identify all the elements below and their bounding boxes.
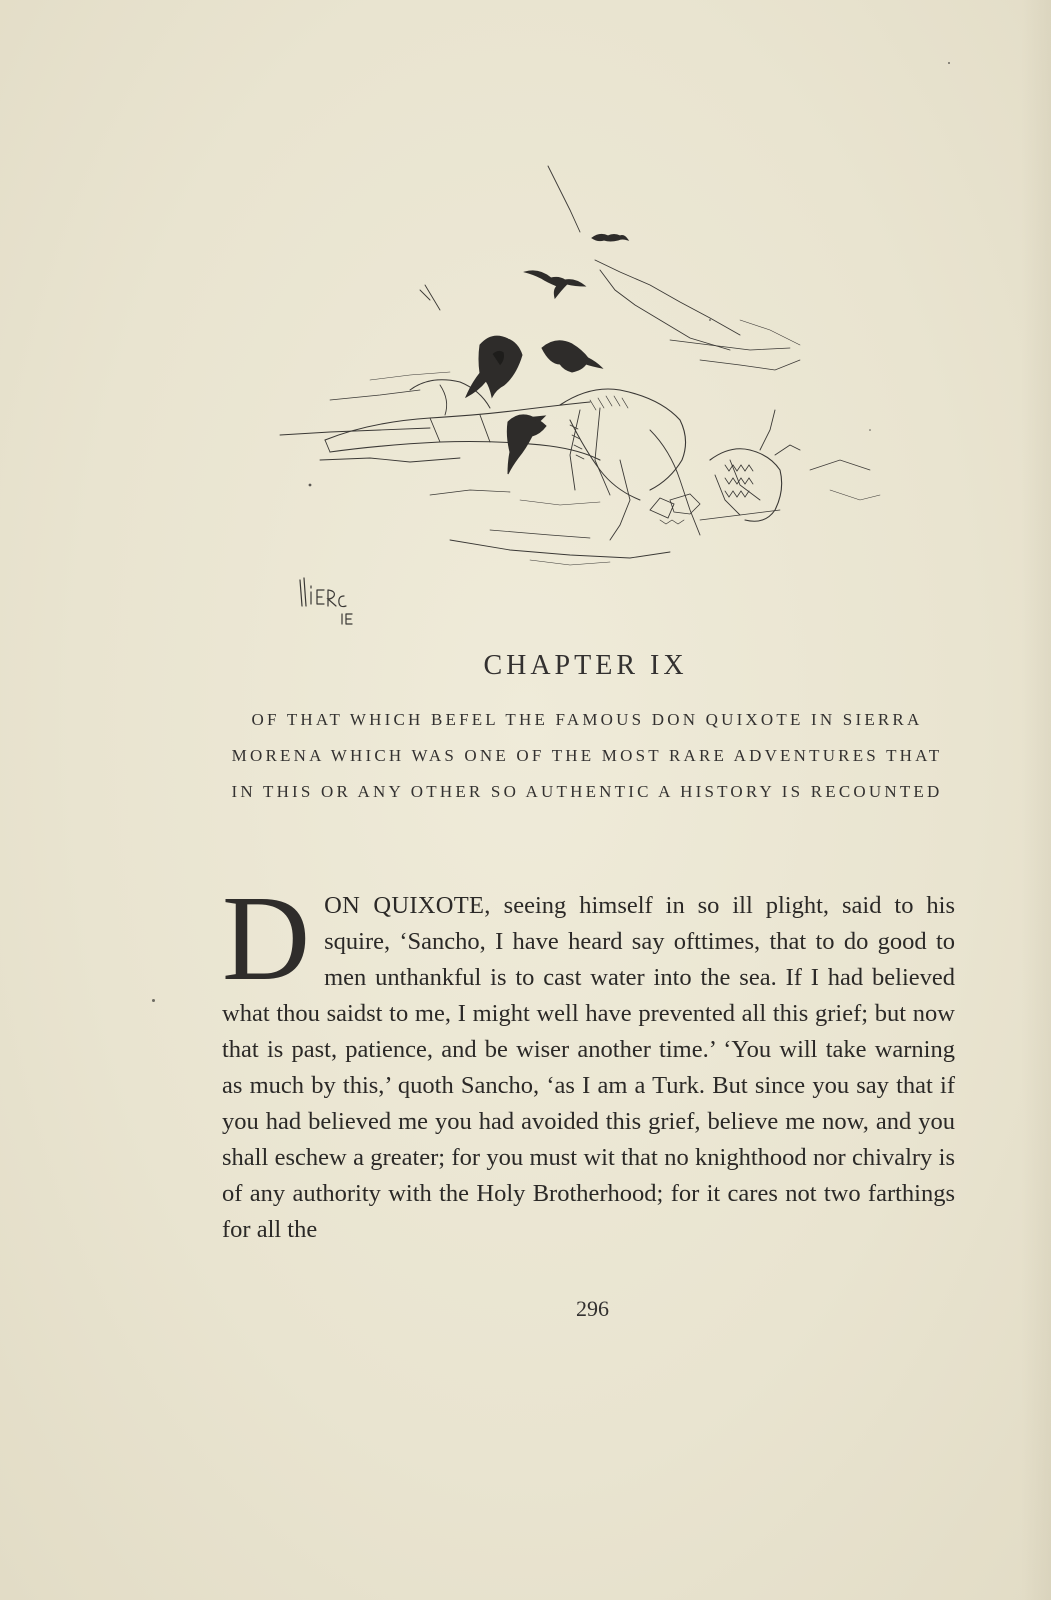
page-number: 296 xyxy=(576,1296,609,1321)
paragraph-text: seeing himself in so ill plight, said to his squire, ‘Sancho, I have heard say ofttimes, that to do good to men unthankful is to cast water into the sea. If I had believed what thou saidst to me, I might well have prevented all this grief; but now that is past, patience, and be wiser another time.’ ‘You will take warning as much by this,’ quoth Sancho, ‘as I am a Turk. But since you say that if you had believed me you had avoided this grief, believe me now, and you shall eschew a greater; for you must wit that no knighthood nor chivalry is of any authority with the Holy Brotherhood; for it cares not two farthings for all the xyxy=(222,892,955,1243)
chapter-subtitle: OF THAT WHICH BEFEL THE FAMOUS DON QUIXOTE IN SIERRA MORENA WHICH WAS ONE OF THE MOST RARE ADVENTURES THAT IN THIS OR ANY OTHER SO AUTHENTIC A HISTORY IS RECOUNTED xyxy=(231,710,943,801)
paragraph-lead-words: ON QUIXOTE, xyxy=(324,892,491,919)
paper-speck xyxy=(152,999,155,1002)
page-edge-shadow xyxy=(1021,0,1051,1600)
body-paragraph xyxy=(222,871,955,1248)
paper-speck xyxy=(948,62,950,64)
chapter-title: CHAPTER IX xyxy=(483,650,688,681)
artist-signature xyxy=(296,576,366,626)
drop-cap: D xyxy=(222,871,311,1006)
chapter-illustration xyxy=(270,160,890,630)
